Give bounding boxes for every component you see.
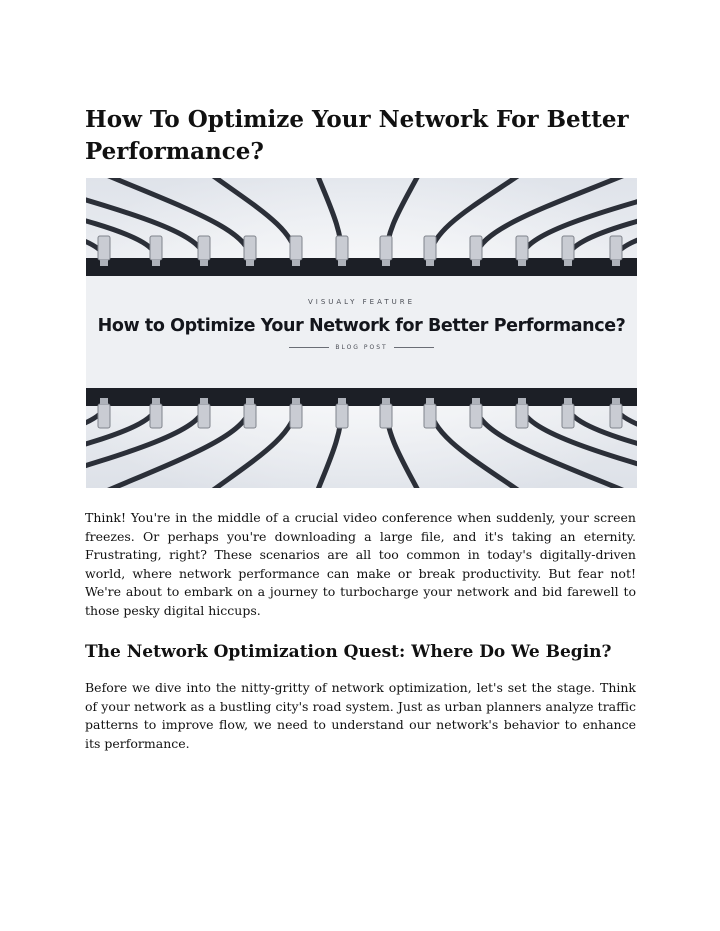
switch-bar-bottom [86,388,637,406]
port-bottom [612,398,620,404]
section-paragraph: Before we dive into the nitty-gritty of network optimization, let's set the stage. Think of your network as a bustling city's road system. Just as urban planners analyze traffic patterns to improve flow, we need to understand our network's behavior to enhance its performance. [85,680,636,751]
port-bottom [426,398,434,404]
switch-bar-top [86,258,637,276]
port-top [292,260,300,266]
network-cables-illustration [86,178,637,488]
rj45-connector-bottom [336,404,348,428]
rj45-connector-top [562,236,574,260]
rj45-connector-bottom [244,404,256,428]
port-bottom [292,398,300,404]
hero-headline: How to Optimize Your Network for Better Performance? [97,316,626,336]
port-top [518,260,526,266]
port-bottom [100,398,108,404]
port-bottom [152,398,160,404]
port-top [246,260,254,266]
port-bottom [246,398,254,404]
port-top [426,260,434,266]
rj45-connector-bottom [150,404,162,428]
rj45-connector-top [290,236,302,260]
port-bottom [382,398,390,404]
byline-label: BLOG POST [335,344,388,351]
rj45-connector-bottom [562,404,574,428]
hero-image [86,178,637,488]
port-bottom [564,398,572,404]
rj45-connector-bottom [380,404,392,428]
port-top [382,260,390,266]
port-bottom [472,398,480,404]
port-top [472,260,480,266]
port-top [200,260,208,266]
rj45-connector-top [244,236,256,260]
hero-kicker: VISUALY FEATURE [307,298,416,306]
rj45-connector-top [198,236,210,260]
port-bottom [518,398,526,404]
rj45-connector-bottom [610,404,622,428]
article-title: How To Optimize Your Network For Better Performance? [85,106,629,165]
rj45-connector-top [336,236,348,260]
rj45-connector-top [98,236,110,260]
rj45-connector-bottom [98,404,110,428]
port-bottom [200,398,208,404]
port-bottom [338,398,346,404]
rj45-connector-top [516,236,528,260]
rj45-connector-top [424,236,436,260]
rj45-connector-top [150,236,162,260]
intro-paragraph: Think! You're in the middle of a crucial video conference when suddenly, your screen freezes. Or perhaps you're downloading a large file, and it's taking an eternity. Frustrating, right? These scenarios are all too common in today's digitally-driven world, where network performance can make or break productivity. But fear not! We're about to embark on a journey to turbocharge your network and bid farewell to those pesky digital hiccups. [85,510,636,618]
rj45-connector-bottom [424,404,436,428]
port-top [152,260,160,266]
rj45-connector-bottom [470,404,482,428]
rj45-connector-top [610,236,622,260]
port-top [564,260,572,266]
rj45-connector-top [380,236,392,260]
rj45-connector-top [470,236,482,260]
port-top [612,260,620,266]
port-top [100,260,108,266]
section-heading: The Network Optimization Quest: Where Do We Begin? [85,642,612,662]
rj45-connector-bottom [198,404,210,428]
switch-panel [86,276,637,388]
rj45-connector-bottom [516,404,528,428]
port-top [338,260,346,266]
rj45-connector-bottom [290,404,302,428]
